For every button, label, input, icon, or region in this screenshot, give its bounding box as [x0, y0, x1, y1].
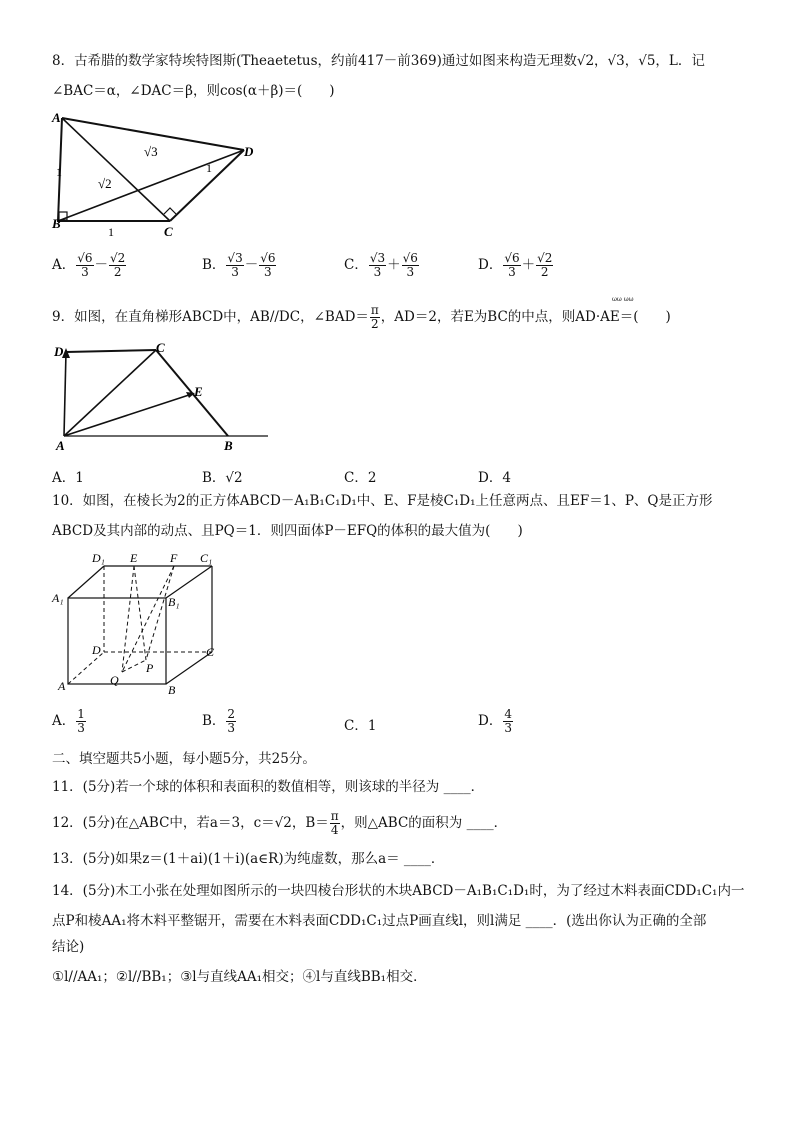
q8-label-d: D — [244, 144, 254, 159]
q10-label-e: E — [130, 551, 138, 565]
q8-option-d[interactable]: D． $\frac{√6}{3}$ ＋ $\frac{√2}{2}$ — [478, 251, 553, 279]
q9-figure — [50, 340, 275, 455]
q10-label-c: C — [206, 645, 215, 659]
q8-option-b[interactable]: B． $\frac{√3}{3}$ － $\frac{√6}{3}$ — [202, 251, 276, 279]
q10-label-b1: B₁ — [168, 595, 180, 609]
q8-line1: 8．古希腊的数学家特埃特图斯(Theaetetus，约前417－前369)通过如图来构造无理数√2，√3，√5，L．记 — [52, 53, 705, 69]
q8-label-a: A — [52, 110, 61, 125]
q12: 12．(5分)在△ABC中，若a＝3，c＝√2，B＝ $\frac{\pi}{4}$ ，则△ABC的面积为 ____． — [52, 809, 508, 837]
q14-line1: 14．(5分)木工小张在处理如图所示的一块四棱台形状的木块ABCD－A₁B₁C₁D₁时，为了经过木料表面CDD₁C₁内一 — [52, 883, 745, 899]
q8-line2: ∠BAC＝α，∠DAC＝β，则cos(α＋β)＝( ) — [52, 83, 335, 99]
q10-label-c1: C₁ — [200, 551, 213, 565]
q8-option-a[interactable]: A． $\frac{√6}{3}$ － $\frac{√2}{2}$ — [52, 251, 126, 279]
q9-option-d[interactable]: D．4 — [478, 470, 511, 486]
q10-option-d[interactable]: D． $\frac{4}{3}$ — [478, 707, 512, 735]
section-2-heading: 二、填空题共5小题，每小题5分，共25分。 — [52, 751, 316, 767]
q9-option-b[interactable]: B．√2 — [202, 470, 243, 486]
q9-vector-marks: ωω ωω — [612, 296, 634, 303]
q9-option-c[interactable]: C．2 — [344, 470, 377, 486]
q14-line2: 点P和棱AA₁将木料平整锯开，需要在木料表面CDD₁C₁过点P画直线l，则l满足 ____．(选出你认为正确的全部 — [52, 913, 707, 929]
q10-label-p: P — [146, 661, 154, 675]
q9-option-a[interactable]: A．1 — [52, 470, 84, 486]
q14-line4: ①l//AA₁；②l//BB₁；③l与直线AA₁相交；④l与直线BB₁相交． — [52, 969, 427, 985]
q8-label-sqrt2: √2 — [98, 176, 112, 191]
q8-label-sqrt3: √3 — [144, 144, 158, 159]
q10-option-a[interactable]: A． $\frac{1}{3}$ — [52, 707, 85, 735]
q9-label-b: B — [224, 438, 233, 453]
q9-label-d: D — [54, 344, 64, 359]
q8-side-cd: 1 — [206, 161, 212, 175]
q8-option-c[interactable]: C． $\frac{√3}{3}$ ＋ $\frac{√6}{3}$ — [344, 251, 418, 279]
q9-label-a: A — [56, 438, 65, 453]
q9-label-e: E — [194, 384, 203, 399]
q10-option-c[interactable]: C．1 — [344, 718, 377, 734]
q9-line1: 9．如图，在直角梯形ABCD中，AB//DC，∠BAD＝ $\frac{\pi}{2}$ ，AD＝2，若E为BC的中点，则AD·AE＝( ) — [52, 303, 671, 331]
q10-line1: 10．如图，在棱长为2的正方体ABCD－A₁B₁C₁D₁中、E、F是棱C₁D₁上任意两点、且EF＝1、P、Q是正方形 — [52, 493, 713, 509]
q14-line3: 结论) — [52, 939, 85, 955]
q8-figure — [50, 108, 270, 238]
q11: 11．(5分)若一个球的体积和表面积的数值相等，则该球的半径为 ____． — [52, 779, 485, 795]
q10-label-b: B — [168, 683, 176, 697]
q10-label-a1: A₁ — [52, 591, 64, 605]
q8-side-ab: 1 — [56, 165, 62, 179]
q8-side-bc: 1 — [108, 225, 114, 238]
q10-label-q: Q — [110, 673, 119, 687]
q8-label-c: C — [164, 224, 173, 238]
q10-label-d1: D₁ — [92, 551, 105, 565]
q8-label-b: B — [52, 216, 61, 231]
q10-label-f: F — [170, 551, 178, 565]
q10-label-a: A — [58, 679, 66, 693]
q13: 13．(5分)如果z＝(1＋ai)(1＋i)(a∈R)为纯虚数，那么a＝ ____． — [52, 851, 445, 867]
q9-label-c: C — [156, 340, 165, 355]
q10-line2: ABCD及其内部的动点、且PQ＝1．则四面体P－EFQ的体积的最大值为( ) — [52, 523, 523, 539]
q10-option-b[interactable]: B． $\frac{2}{3}$ — [202, 707, 236, 735]
q10-label-d: D — [92, 643, 101, 657]
q10-figure — [48, 548, 228, 698]
